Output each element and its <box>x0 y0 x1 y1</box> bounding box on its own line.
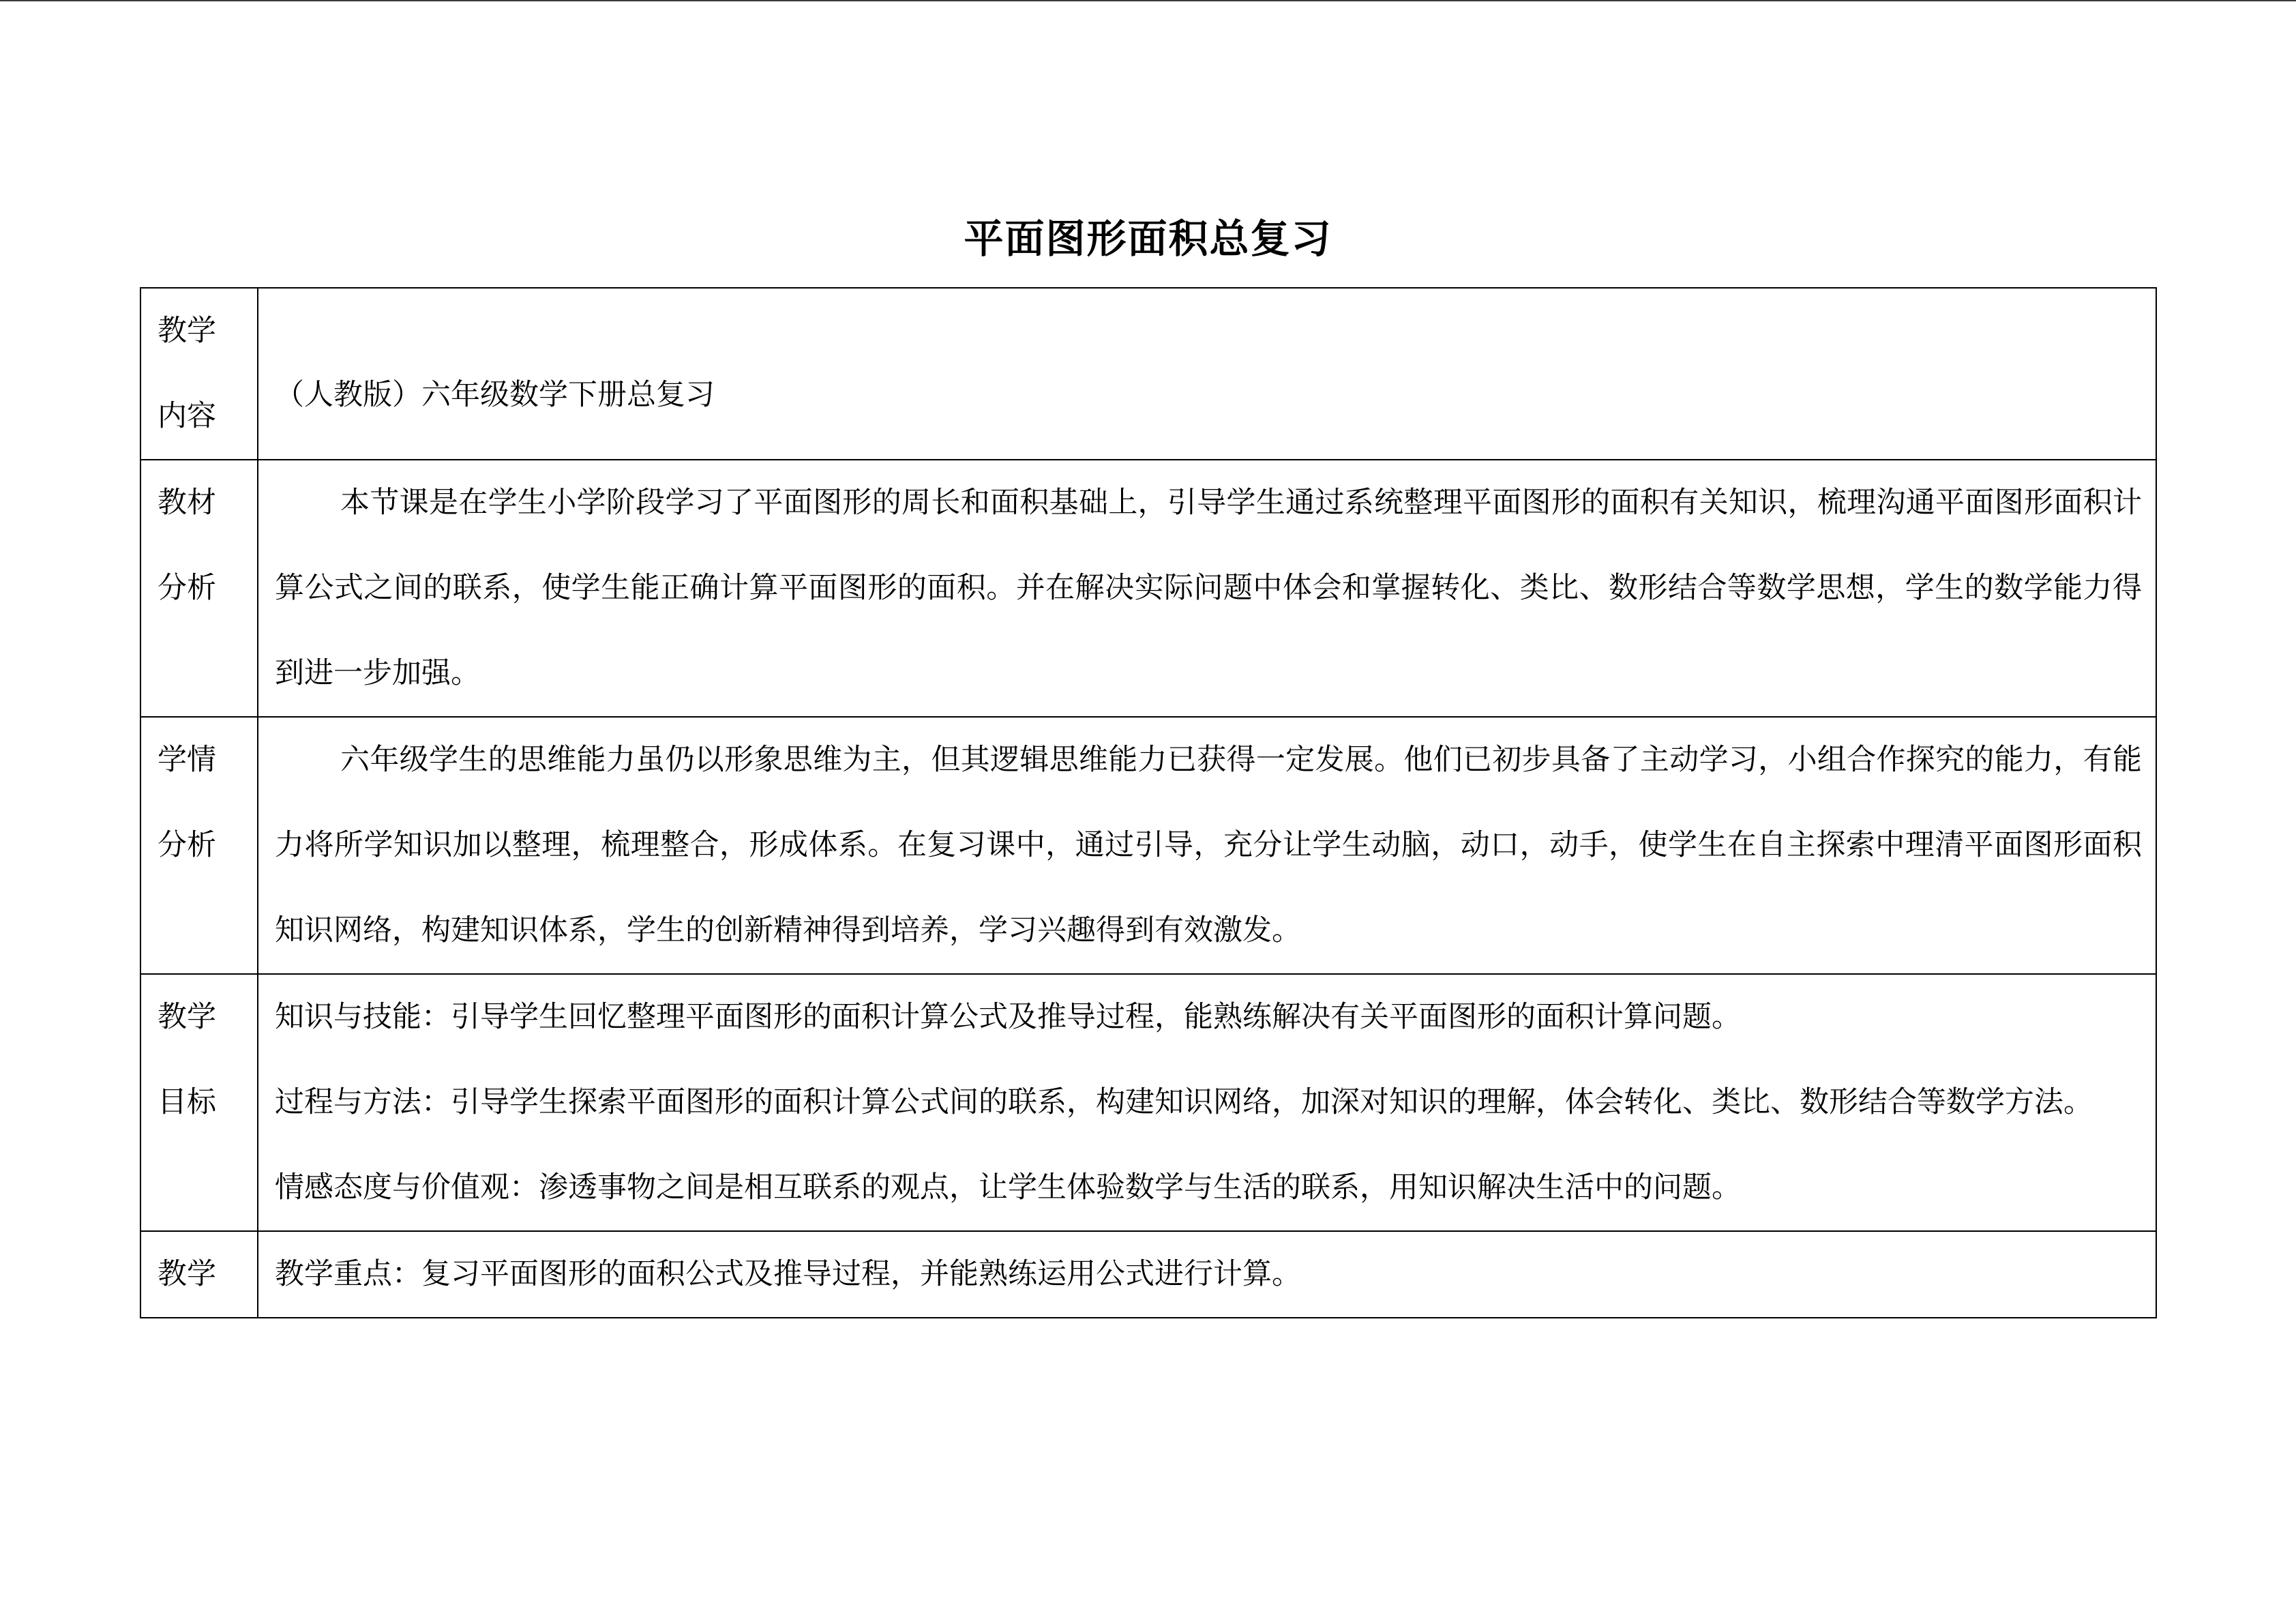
page-top-border <box>0 0 2296 1</box>
document-title: 平面图形面积总复习 <box>964 216 1332 262</box>
content-paragraph: 六年级学生的思维能力虽仍以形象思维为主，但其逻辑思维能力已获得一定发展。他们已初步具备了主动学习，小组合作探究的能力，有能力将所学知识加以整理，梳理整合，形成体系。在复习课中，通过引导，充分让学生动脑，动口，动手，使学生在自主探索中理清平面图形面积知识网络，构建知识体系，学生的创新精神得到培养，学习兴趣得到有效激发。 <box>275 743 2142 947</box>
row-label-line: 教学 <box>158 1000 216 1034</box>
table-row-teaching-key-points <box>140 1231 2156 1318</box>
row-label-textbook-analysis <box>140 460 258 717</box>
row-label-teaching-goals <box>140 974 258 1231</box>
row-label-teaching-content <box>140 288 258 460</box>
content-paragraph: （人教版）六年级数学下册总复习 <box>275 378 715 412</box>
table-row-textbook-analysis <box>140 460 2156 717</box>
row-label-student-analysis <box>140 717 258 974</box>
row-content-textbook-analysis <box>258 460 2156 717</box>
row-content-teaching-key-points <box>258 1231 2156 1318</box>
table-row-teaching-goals <box>140 974 2156 1231</box>
table-row-teaching-content <box>140 288 2156 460</box>
row-label-line: 分析 <box>158 828 216 862</box>
row-label-line: 分析 <box>158 571 216 605</box>
goal-process-methods: 过程与方法：引导学生探索平面图形的面积计算公式间的联系，构建知识网络，加深对知识的理解，体会转化、类比、数形结合等数学方法。 <box>275 1085 2093 1119</box>
table-row-student-analysis <box>140 717 2156 974</box>
row-label-line: 教材 <box>158 486 216 520</box>
row-content-teaching-content <box>258 288 2156 460</box>
row-label-line: 教学 <box>158 314 216 348</box>
row-content-teaching-goals <box>258 974 2156 1231</box>
row-label-line: 学情 <box>158 743 216 777</box>
content-paragraph: 本节课是在学生小学阶段学习了平面图形的周长和面积基础上，引导学生通过系统整理平面图形的面积有关知识，梳理沟通平面图形面积计算公式之间的联系，使学生能正确计算平面图形的面积。并在解决实际问题中体会和掌握转化、类比、数形结合等数学思想，学生的数学能力得到进一步加强。 <box>275 486 2142 690</box>
row-content-student-analysis <box>258 717 2156 974</box>
row-label-line: 目标 <box>158 1085 216 1119</box>
goal-knowledge-skills: 知识与技能：引导学生回忆整理平面图形的面积计算公式及推导过程，能熟练解决有关平面图形的面积计算问题。 <box>275 1000 1741 1034</box>
row-label-line: 教学 <box>158 1257 216 1291</box>
row-label-line: 内容 <box>158 399 216 433</box>
row-label-teaching-key-points <box>140 1231 258 1318</box>
content-paragraph: 教学重点：复习平面图形的面积公式及推导过程，并能熟练运用公式进行计算。 <box>275 1257 1301 1291</box>
lesson-plan-table <box>140 287 2157 1318</box>
goal-attitude-values: 情感态度与价值观：渗透事物之间是相互联系的观点，让学生体验数学与生活的联系，用知识解决生活中的问题。 <box>275 1170 1741 1205</box>
